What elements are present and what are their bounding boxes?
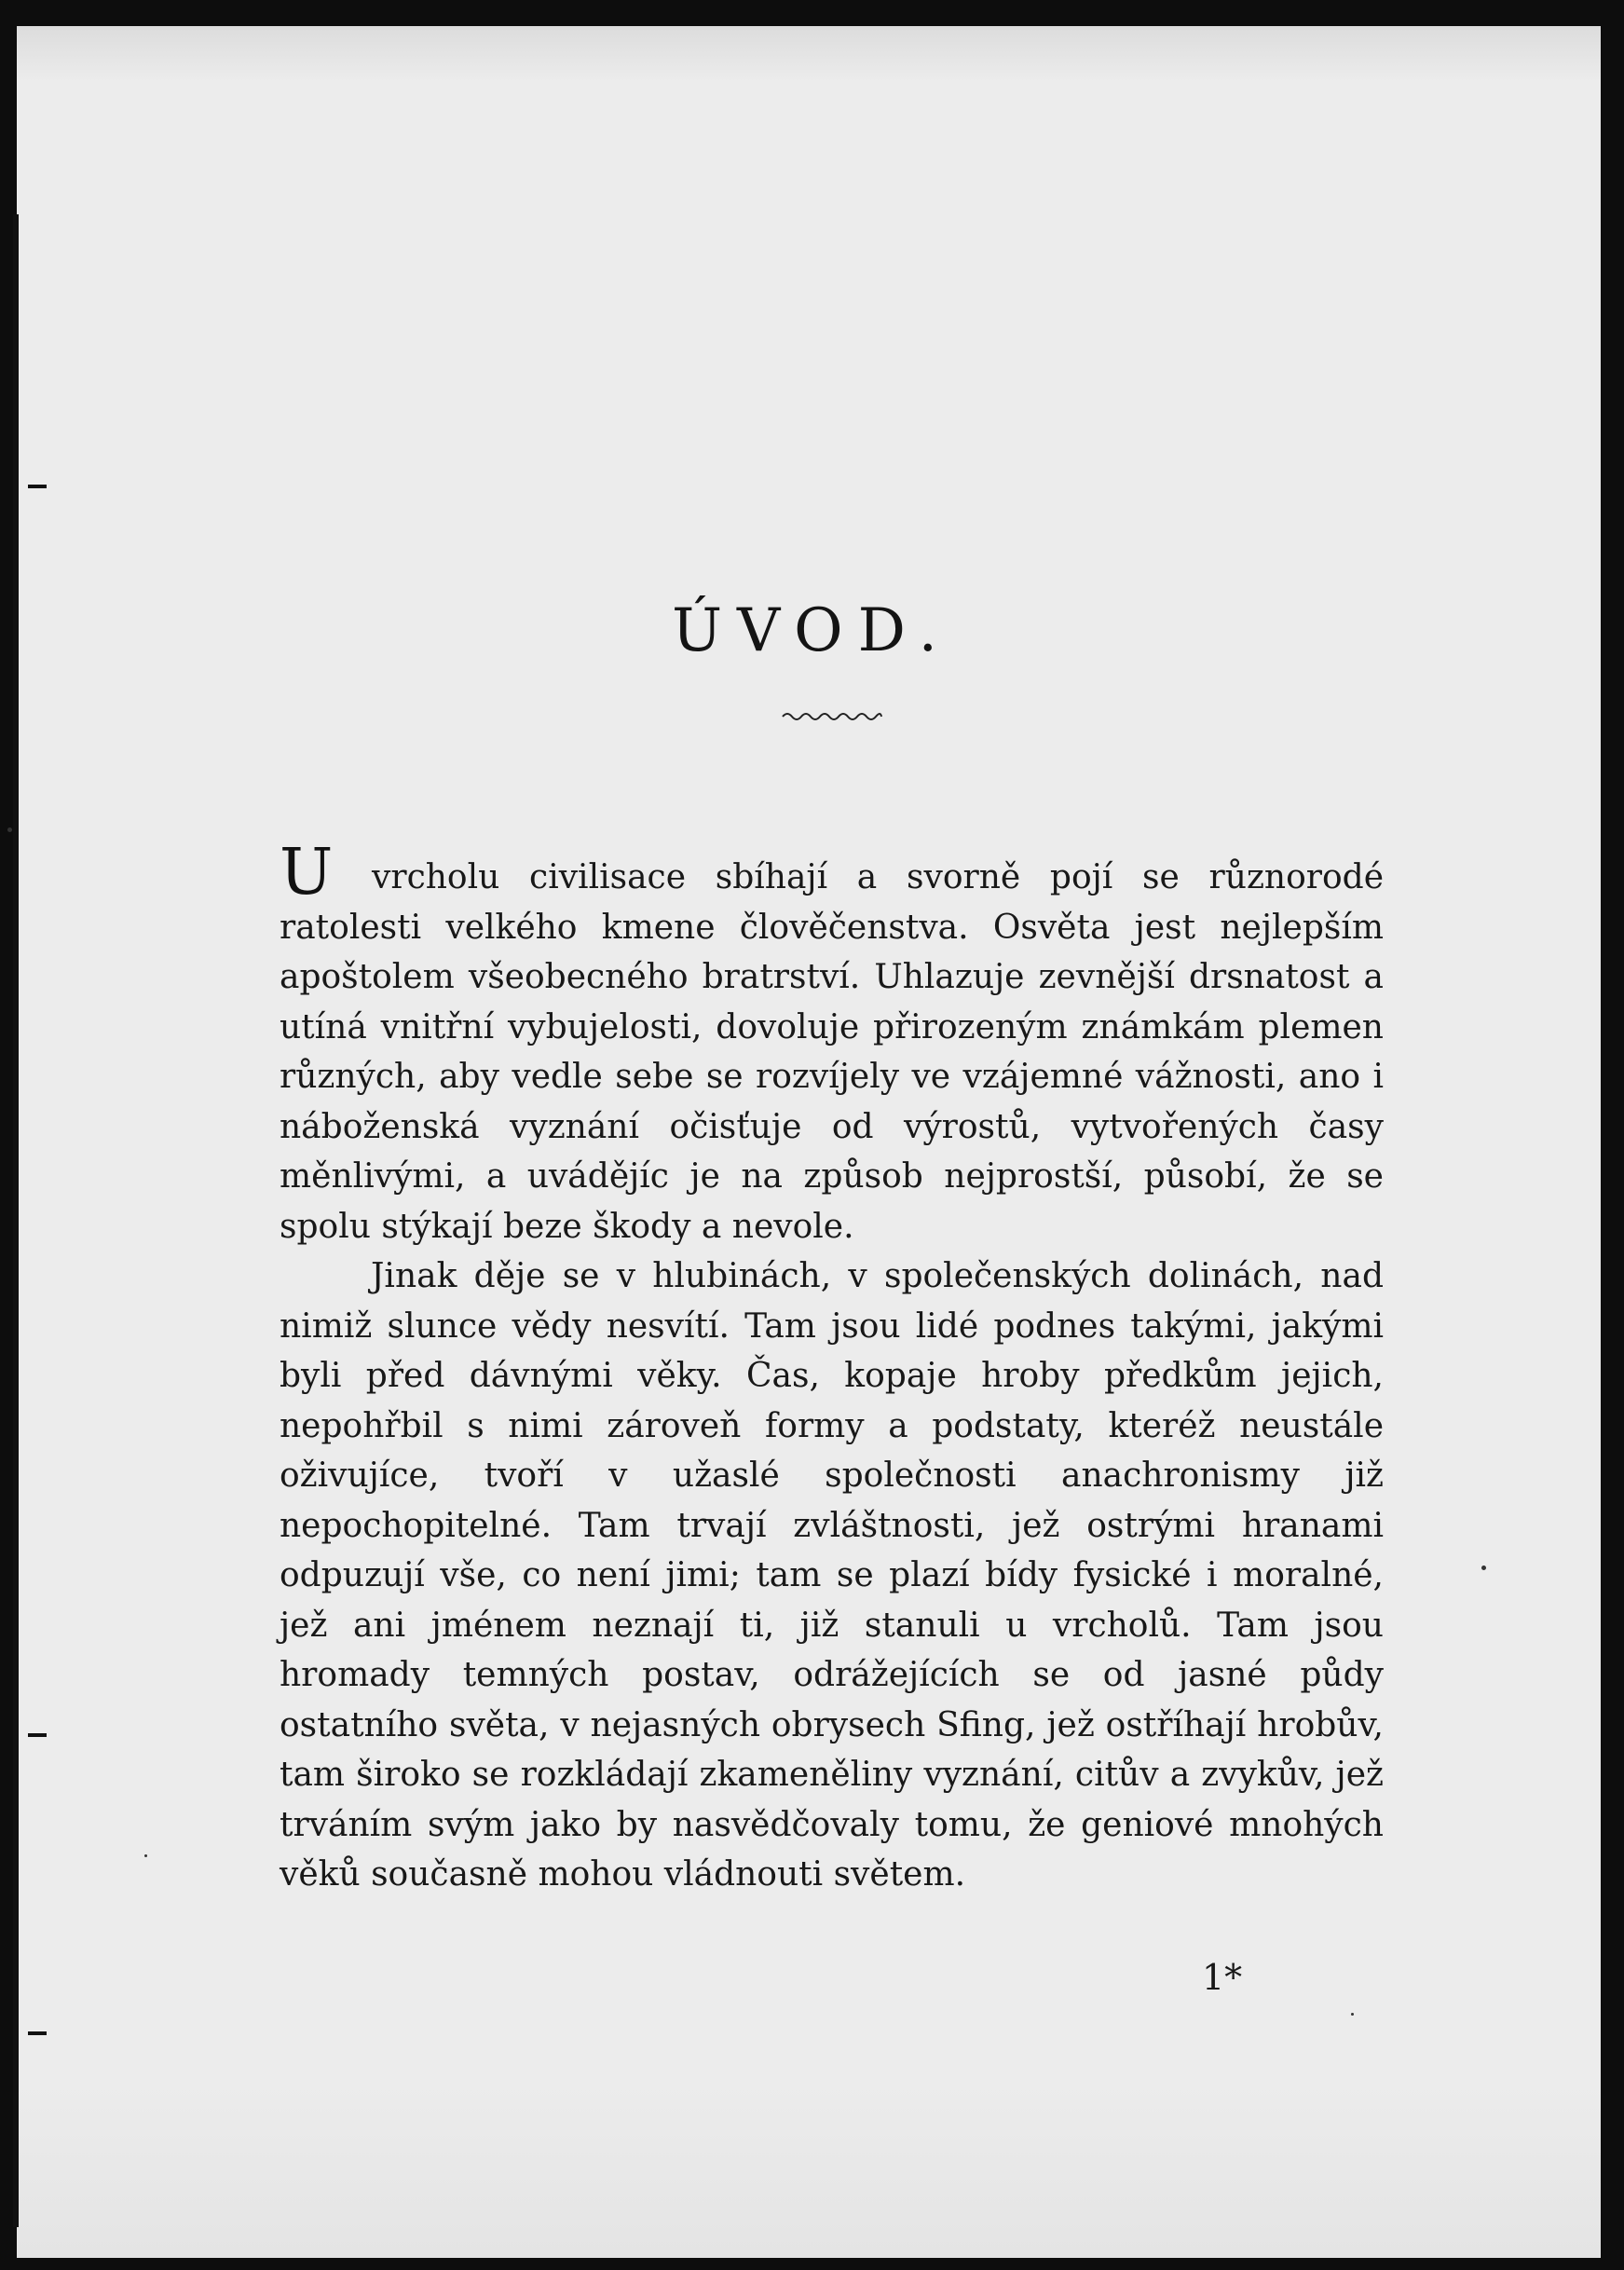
body-text <box>280 836 1384 1900</box>
signature-mark: 1* <box>1202 1957 1243 1998</box>
binding-mark <box>28 1733 47 1737</box>
ink-speck <box>1351 2013 1354 2016</box>
ink-speck <box>1481 1566 1486 1570</box>
binding-mark <box>28 485 47 488</box>
paragraph-1 <box>280 836 1384 1251</box>
binding-edge <box>13 214 19 2227</box>
ink-speck <box>144 1854 147 1857</box>
binding-mark <box>28 2031 47 2035</box>
drop-cap: U <box>280 836 334 909</box>
paragraph-2-text: Jinak děje se v hlubinách, v společenských dolinách, nad nimiž slunce vědy nesvítí. Tam jsou lidé podnes takými, jakými byli před dávnými věky. Čas, kopaje hroby předkům jejich, nepohřbil s nimi zároveň formy a podstaty, kteréž neustále oživujíce, tvoří v užaslé společnosti anachronismy již nepochopitelné. Tam trvají zvláštnosti, jež ostrými hranami odpuzují vše, co není jimi; tam se plazí bídy fysické i moralné, jež ani jménem neznají ti, již stanuli u vrcholů. Tam jsou hromady temných postav, odrážejících se od jasné půdy ostatního světa, v nejasných obrysech Sfing, jež ostříhají hrobův, tam široko se rozkládají zkameněliny vyznání, citův a zvykův, jež trváním svým jako by nasvědčovaly tomu, že geniové mnohých věků současně mohou vládnouti světem. <box>280 1257 1384 1894</box>
ink-speck <box>7 827 12 832</box>
paragraph-2 <box>280 1251 1384 1900</box>
chapter-title: ÚVOD. <box>672 596 952 665</box>
wave-ornament-icon <box>781 710 883 723</box>
paragraph-1-text: vrcholu civilisace sbíhají a svorně pojí se různorodé ratolesti velkého kmene člověčenstva. Osvěta jest nejlepším apoštolem všeobecného bratrství. Uhlazuje zevnější drsnatost a utíná vnitřní vybujelosti, dovoluje přirozeným známkám plemen různých, aby vedle sebe se rozvíjely ve vzájemné vážnosti, ano i náboženská vyznání očisťuje od výrostů, vytvořených časy měnlivými, a uvádějíc je na způsob nejprostší, působí, že se spolu stýkají beze škody a nevole. <box>280 858 1384 1246</box>
